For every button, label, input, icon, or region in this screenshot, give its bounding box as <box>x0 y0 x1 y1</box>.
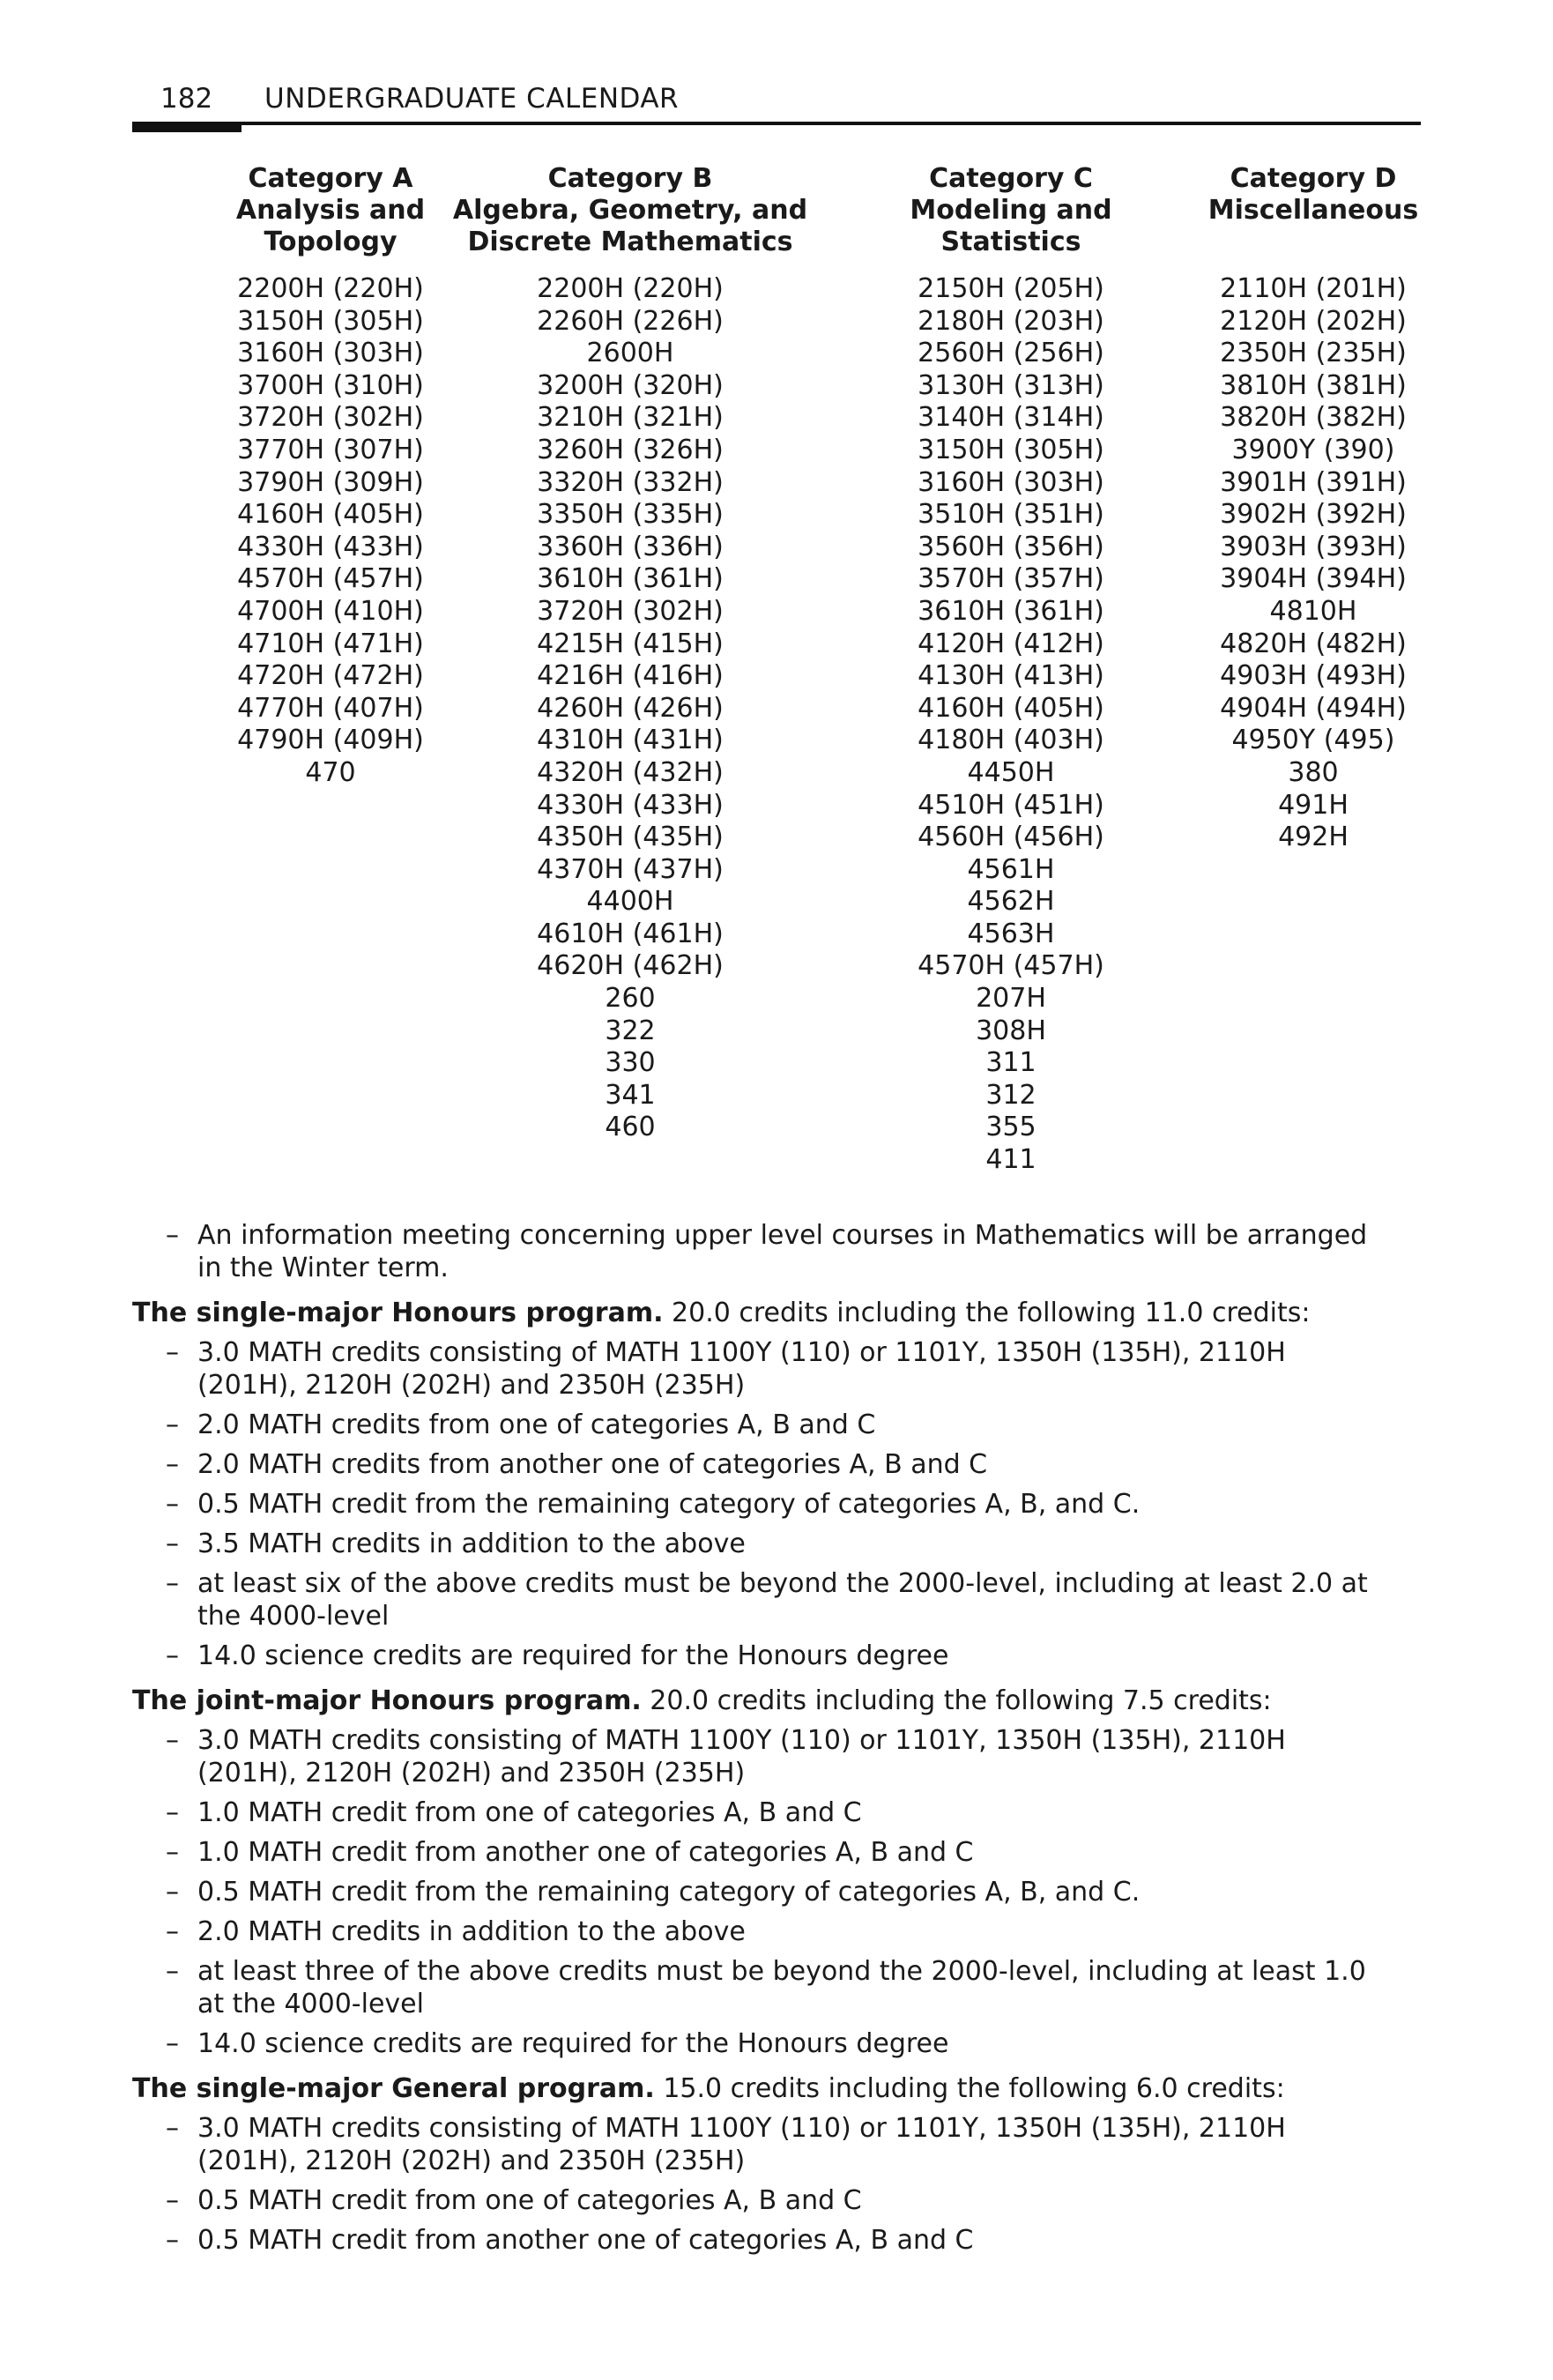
dash-bullet: – <box>166 1409 179 1440</box>
course-code: 4320H (432H) <box>537 756 724 788</box>
requirement-item <box>132 1336 1393 1402</box>
requirement-item <box>132 1724 1393 1789</box>
requirement-text: 14.0 science credits are required for the Honours degree <box>197 1640 949 1671</box>
course-code: 4810H <box>1269 595 1357 627</box>
course-code: 4770H (407H) <box>237 692 424 724</box>
category-heading-line: Miscellaneous <box>1207 195 1419 226</box>
course-code: 470 <box>305 756 356 788</box>
requirement-item <box>132 2224 1393 2257</box>
course-code: 4160H (405H) <box>237 499 424 531</box>
course-code: 341 <box>605 1079 656 1111</box>
course-code: 4215H (415H) <box>537 628 724 659</box>
course-code: 4950Y (495) <box>1231 725 1395 756</box>
dash-bullet: – <box>166 1489 179 1520</box>
requirement-text: 14.0 science credits are required for the Honours degree <box>197 2028 949 2059</box>
course-code: 3720H (302H) <box>237 402 424 434</box>
requirement-item <box>132 1915 1393 1948</box>
requirement-text: 2.0 MATH credits from one of categories A, B and C <box>197 1409 876 1440</box>
course-code: 4350H (435H) <box>537 822 724 853</box>
course-code: 3150H (305H) <box>918 434 1104 465</box>
category-column <box>826 163 1196 1177</box>
course-code: 2350H (235H) <box>1220 338 1407 369</box>
course-code: 3902H (392H) <box>1220 499 1407 531</box>
course-code: 330 <box>605 1047 656 1079</box>
category-column <box>1146 163 1481 854</box>
dash-bullet: – <box>166 1877 179 1908</box>
course-code: 4820H (482H) <box>1220 628 1407 659</box>
course-code: 3130H (313H) <box>918 369 1104 401</box>
course-code: 3904H (394H) <box>1220 563 1407 595</box>
requirement-item <box>132 1796 1393 1829</box>
course-code: 4400H <box>586 886 674 918</box>
course-code: 322 <box>605 1015 656 1046</box>
course-code: 3610H (361H) <box>918 595 1104 627</box>
course-code: 3720H (302H) <box>537 595 724 627</box>
category-column <box>432 163 829 1144</box>
category-table <box>176 163 1419 1186</box>
dash-bullet: – <box>166 2028 179 2059</box>
running-title: UNDERGRADUATE CALENDAR <box>264 83 680 115</box>
course-code: 3200H (320H) <box>537 369 724 401</box>
course-code: 3160H (303H) <box>918 466 1104 498</box>
requirement-text: 2.0 MATH credits from another one of categories A, B and C <box>197 1449 988 1480</box>
dash-bullet: – <box>166 2113 179 2144</box>
course-code: 3900Y (390) <box>1231 434 1395 465</box>
course-code: 4563H <box>967 918 1055 949</box>
dash-bullet: – <box>166 1449 179 1480</box>
course-code: 2110H (201H) <box>1220 273 1407 304</box>
course-code: 260 <box>605 983 656 1015</box>
category-heading-line: Topology <box>264 227 398 257</box>
category-heading <box>203 163 458 273</box>
course-code: 4130H (413H) <box>918 660 1104 692</box>
requirement-text: 3.0 MATH credits consisting of MATH 1100Y (110) or 1101Y, 1350H (135H), 2110H (201H), 2120H (202H) and 2350H (235H) <box>197 1725 1286 1789</box>
category-heading-line: Modeling and <box>910 195 1112 226</box>
header-rule-accent <box>132 122 241 132</box>
course-code: 3901H (391H) <box>1220 466 1407 498</box>
requirement-text: 1.0 MATH credit from another one of categories A, B and C <box>197 1837 974 1868</box>
requirement-item <box>132 2112 1393 2177</box>
requirement-text: 0.5 MATH credit from another one of categories A, B and C <box>197 2225 974 2256</box>
dash-bullet: – <box>166 1640 179 1671</box>
course-code: 411 <box>985 1144 1037 1176</box>
course-code: 3160H (303H) <box>237 338 424 369</box>
course-code: 4310H (431H) <box>537 725 724 756</box>
requirement-text: 0.5 MATH credit from the remaining category of categories A, B, and C. <box>197 1489 1141 1520</box>
course-code: 3360H (336H) <box>537 531 724 562</box>
course-code: 4570H (457H) <box>918 950 1104 982</box>
requirement-item <box>132 1955 1393 2020</box>
requirement-text: at least six of the above credits must be beyond the 2000-level, including at least 2.0 at the 4000-level <box>197 1568 1368 1632</box>
course-code: 4370H (437H) <box>537 853 724 885</box>
course-code: 3150H (305H) <box>237 305 424 337</box>
dash-bullet: – <box>166 1528 179 1559</box>
course-code: 4330H (433H) <box>537 789 724 821</box>
course-code: 3510H (351H) <box>918 499 1104 531</box>
course-code: 4790H (409H) <box>237 725 424 756</box>
requirement-item <box>132 1567 1393 1633</box>
course-code: 4216H (416H) <box>537 660 724 692</box>
requirement-text: 1.0 MATH credit from one of categories A, B and C <box>197 1797 862 1828</box>
dash-bullet: – <box>166 1725 179 1756</box>
category-heading-line: Algebra, Geometry, and <box>452 195 808 226</box>
course-code: 2600H <box>586 338 674 369</box>
header-rule <box>132 122 1421 125</box>
course-code: 492H <box>1278 822 1349 853</box>
requirement-item <box>132 1528 1393 1560</box>
dash-bullet: – <box>166 2185 179 2216</box>
requirement-item <box>132 1448 1393 1481</box>
course-code: 2200H (220H) <box>537 273 724 304</box>
course-code: 3320H (332H) <box>537 466 724 498</box>
category-column <box>203 163 458 790</box>
course-code: 4450H <box>967 756 1055 788</box>
course-code: 4610H (461H) <box>537 918 724 949</box>
intro-note-text: An information meeting concerning upper level courses in Mathematics will be arranged in the Winter term. <box>197 1220 1368 1283</box>
category-heading-line: Statistics <box>940 227 1081 257</box>
course-code: 4620H (462H) <box>537 950 724 982</box>
course-code: 311 <box>985 1047 1037 1079</box>
course-code: 4180H (403H) <box>918 725 1104 756</box>
requirement-text: 3.0 MATH credits consisting of MATH 1100Y (110) or 1101Y, 1350H (135H), 2110H (201H), 2120H (202H) and 2350H (235H) <box>197 1337 1286 1401</box>
dash-bullet: – <box>166 1916 179 1947</box>
program-heading <box>132 1297 1393 1329</box>
course-code: 4561H <box>967 853 1055 885</box>
course-code: 4700H (410H) <box>237 595 424 627</box>
course-code: 355 <box>985 1112 1037 1143</box>
course-code: 3903H (393H) <box>1220 531 1407 562</box>
course-code: 4710H (471H) <box>237 628 424 659</box>
requirement-text: 0.5 MATH credit from one of categories A, B and C <box>197 2185 862 2216</box>
page-header <box>132 81 1421 134</box>
dash-bullet: – <box>166 1797 179 1828</box>
requirement-text: 0.5 MATH credit from the remaining category of categories A, B, and C. <box>197 1877 1141 1908</box>
category-heading <box>1146 163 1481 273</box>
program-heading <box>132 2072 1393 2105</box>
requirement-item <box>132 1488 1393 1521</box>
course-code: 4260H (426H) <box>537 692 724 724</box>
program-summary: 15.0 credits including the following 6.0 credits: <box>654 2073 1285 2104</box>
course-code: 3140H (314H) <box>918 402 1104 434</box>
program-title: The single-major Honours program. <box>132 1298 664 1328</box>
course-code: 3260H (326H) <box>537 434 724 465</box>
course-code: 380 <box>1288 756 1339 788</box>
course-code: 207H <box>976 983 1046 1015</box>
course-code: 2180H (203H) <box>918 305 1104 337</box>
course-code: 3770H (307H) <box>237 434 424 465</box>
course-code: 2260H (226H) <box>537 305 724 337</box>
category-heading-line: Category D <box>1230 163 1397 194</box>
course-code: 3820H (382H) <box>1220 402 1407 434</box>
requirement-item <box>132 1836 1393 1869</box>
course-code: 3790H (309H) <box>237 466 424 498</box>
dash-bullet: – <box>166 1568 179 1599</box>
program-requirements <box>132 1219 1393 2264</box>
course-code: 308H <box>976 1015 1046 1046</box>
dash-bullet: – <box>166 1837 179 1868</box>
course-code: 4562H <box>967 886 1055 918</box>
course-code: 4510H (451H) <box>918 789 1104 821</box>
category-heading-line: Category C <box>929 163 1093 194</box>
course-code: 4560H (456H) <box>918 822 1104 853</box>
course-code: 312 <box>985 1079 1037 1111</box>
category-heading-line: Discrete Mathematics <box>467 227 793 257</box>
course-code: 3570H (357H) <box>918 563 1104 595</box>
program-heading <box>132 1685 1393 1717</box>
dash-bullet: – <box>166 2225 179 2256</box>
course-code: 3560H (356H) <box>918 531 1104 562</box>
course-code: 4903H (493H) <box>1220 660 1407 692</box>
course-code: 4720H (472H) <box>237 660 424 692</box>
course-code: 4570H (457H) <box>237 563 424 595</box>
course-code: 3210H (321H) <box>537 402 724 434</box>
course-code: 4120H (412H) <box>918 628 1104 659</box>
course-code: 2200H (220H) <box>237 273 424 304</box>
dash-bullet: – <box>166 1220 179 1251</box>
category-heading-line: Analysis and <box>235 195 426 226</box>
category-heading-line: Category B <box>547 163 713 194</box>
course-code: 2150H (205H) <box>918 273 1104 304</box>
requirement-text: at least three of the above credits must be beyond the 2000-level, including at least 1.0 at the 4000-level <box>197 1956 1366 2019</box>
course-code: 3810H (381H) <box>1220 369 1407 401</box>
program-summary: 20.0 credits including the following 7.5 credits: <box>641 1685 1272 1716</box>
course-code: 3610H (361H) <box>537 563 724 595</box>
requirement-item <box>132 2184 1393 2217</box>
requirement-text: 3.0 MATH credits consisting of MATH 1100Y (110) or 1101Y, 1350H (135H), 2110H (201H), 2120H (202H) and 2350H (235H) <box>197 2113 1286 2176</box>
requirement-text: 3.5 MATH credits in addition to the above <box>197 1528 746 1559</box>
course-code: 2560H (256H) <box>918 338 1104 369</box>
program-list <box>132 1297 1393 2257</box>
page-number: 182 <box>160 83 213 115</box>
program-title: The joint-major Honours program. <box>132 1685 642 1716</box>
dash-bullet: – <box>166 1956 179 1987</box>
requirement-item <box>132 2027 1393 2060</box>
category-heading <box>432 163 829 273</box>
requirement-item <box>132 1409 1393 1441</box>
requirement-item <box>132 1640 1393 1672</box>
requirement-text: 2.0 MATH credits in addition to the above <box>197 1916 746 1947</box>
program-title: The single-major General program. <box>132 2073 655 2104</box>
course-code: 491H <box>1278 789 1349 821</box>
course-code: 3700H (310H) <box>237 369 424 401</box>
course-code: 460 <box>605 1112 656 1143</box>
course-code: 2120H (202H) <box>1220 305 1407 337</box>
course-code: 4330H (433H) <box>237 531 424 562</box>
course-code: 3350H (335H) <box>537 499 724 531</box>
category-heading-line: Category A <box>248 163 413 194</box>
requirement-item <box>132 1876 1393 1908</box>
category-heading <box>826 163 1196 273</box>
program-summary: 20.0 credits including the following 11.0 credits: <box>663 1298 1311 1328</box>
course-code: 4160H (405H) <box>918 692 1104 724</box>
intro-note <box>132 1219 1393 1284</box>
dash-bullet: – <box>166 1337 179 1368</box>
course-code: 4904H (494H) <box>1220 692 1407 724</box>
